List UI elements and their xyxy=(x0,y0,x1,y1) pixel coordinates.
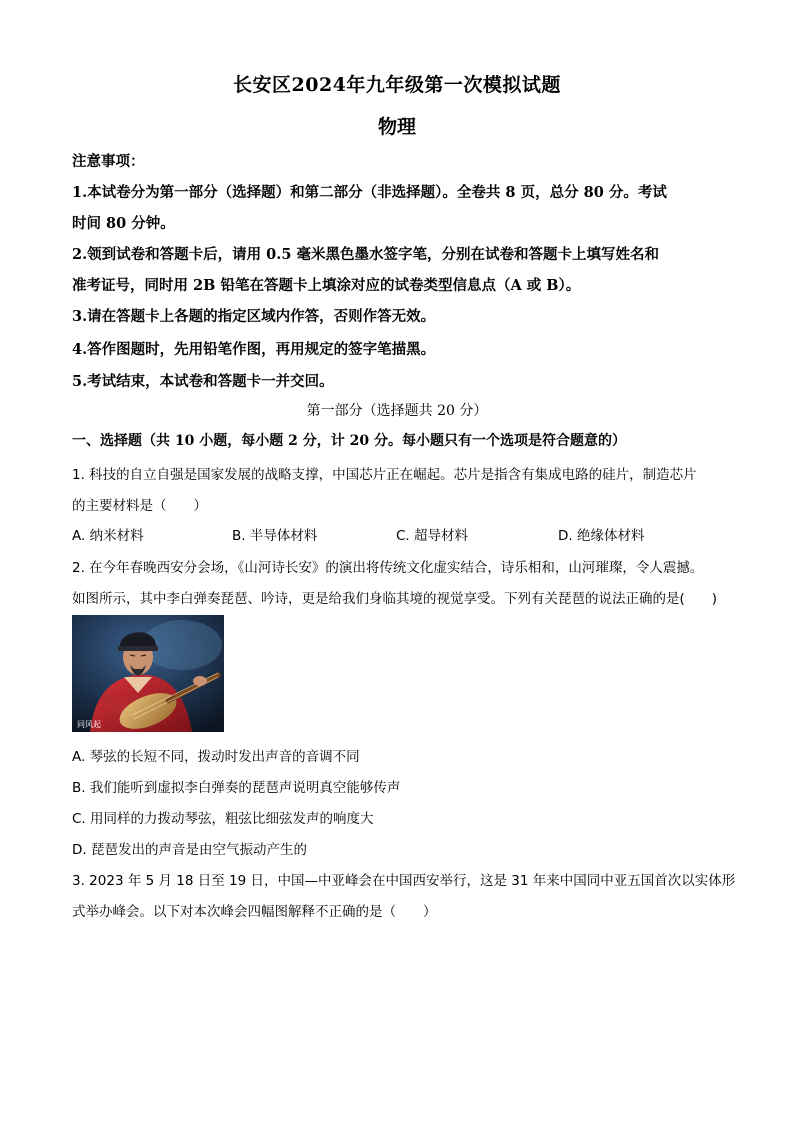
image-caption: 同风起 xyxy=(77,720,101,729)
notice-line: 时间 80 分钟。 xyxy=(72,215,175,232)
notice-line: 2.领到试卷和答题卡后，请用 0.5 毫米黑色墨水签字笔，分别在试卷和答题卡上填写姓名和 xyxy=(72,246,659,263)
exam-title: 长安区2024年九年级第一次模拟试题 xyxy=(233,74,561,96)
question-1-stem: 1. 科技的自立自强是国家发展的战略支撑，中国芯片正在崛起。芯片是指含有集成电路的硅片，制造芯片 xyxy=(72,467,697,483)
question-2-option-b: B. 我们能听到虚拟李白弹奏的琵琶声说明真空能够传声 xyxy=(72,780,401,796)
option-a: A. 纳米材料 xyxy=(72,528,144,544)
section-heading: 一、选择题（共 10 小题，每小题 2 分，计 20 分。每小题只有一个选项是符合题意的） xyxy=(72,433,626,449)
notice-line: 准考证号，同时用 2B 铅笔在答题卡上填涂对应的试卷类型信息点（A 或 B）。 xyxy=(72,277,581,294)
question-3-stem: 3. 2023 年 5 月 18 日至 19 日，中国—中亚峰会在中国西安举行，这是 31 年来中国同中亚五国首次以实体形 xyxy=(72,873,736,889)
notice-line: 5.考试结束，本试卷和答题卡一并交回。 xyxy=(72,373,334,390)
part1-heading: 第一部分（选择题共 20 分） xyxy=(306,403,488,419)
question-2-stem-cont: 如图所示，其中李白弹奏琵琶、吟诗，更是给我们身临其境的视觉享受。下列有关琵琶的说法正确的是( ) xyxy=(72,591,718,607)
option-d: D. 绝缘体材料 xyxy=(558,528,645,544)
pipa-player-illustration xyxy=(72,615,224,732)
subject-title: 物理 xyxy=(377,116,416,138)
question-2-option-d: D. 琵琶发出的声音是由空气振动产生的 xyxy=(72,842,307,858)
notice-line: 4.答作图题时，先用铅笔作图，再用规定的签字笔描黑。 xyxy=(72,341,436,358)
notice-heading: 注意事项： xyxy=(72,153,145,170)
question-2-option-c: C. 用同样的力拨动琴弦，粗弦比细弦发声的响度大 xyxy=(72,811,374,827)
question-1-stem-cont: 的主要材料是（ ） xyxy=(72,498,207,514)
question-3-stem-cont: 式举办峰会。以下对本次峰会四幅图解释不正确的是（ ） xyxy=(72,904,437,920)
question-1-options xyxy=(72,524,732,546)
option-c: C. 超导材料 xyxy=(396,528,469,544)
notice-line: 1.本试卷分为第一部分（选择题）和第二部分（非选择题）。全卷共 8 页，总分 80 分。考试 xyxy=(72,184,667,201)
option-b: B. 半导体材料 xyxy=(232,528,318,544)
notice-line: 3.请在答题卡上各题的指定区域内作答，否则作答无效。 xyxy=(72,308,436,325)
pipa-player-image xyxy=(72,615,224,732)
question-2-stem: 2. 在今年春晚西安分会场，《山河诗长安》的演出将传统文化虚实结合，诗乐相和，山河璀璨，令人震撼。 xyxy=(72,560,704,576)
question-2-option-a: A. 琴弦的长短不同，拨动时发出声音的音调不同 xyxy=(72,749,360,765)
